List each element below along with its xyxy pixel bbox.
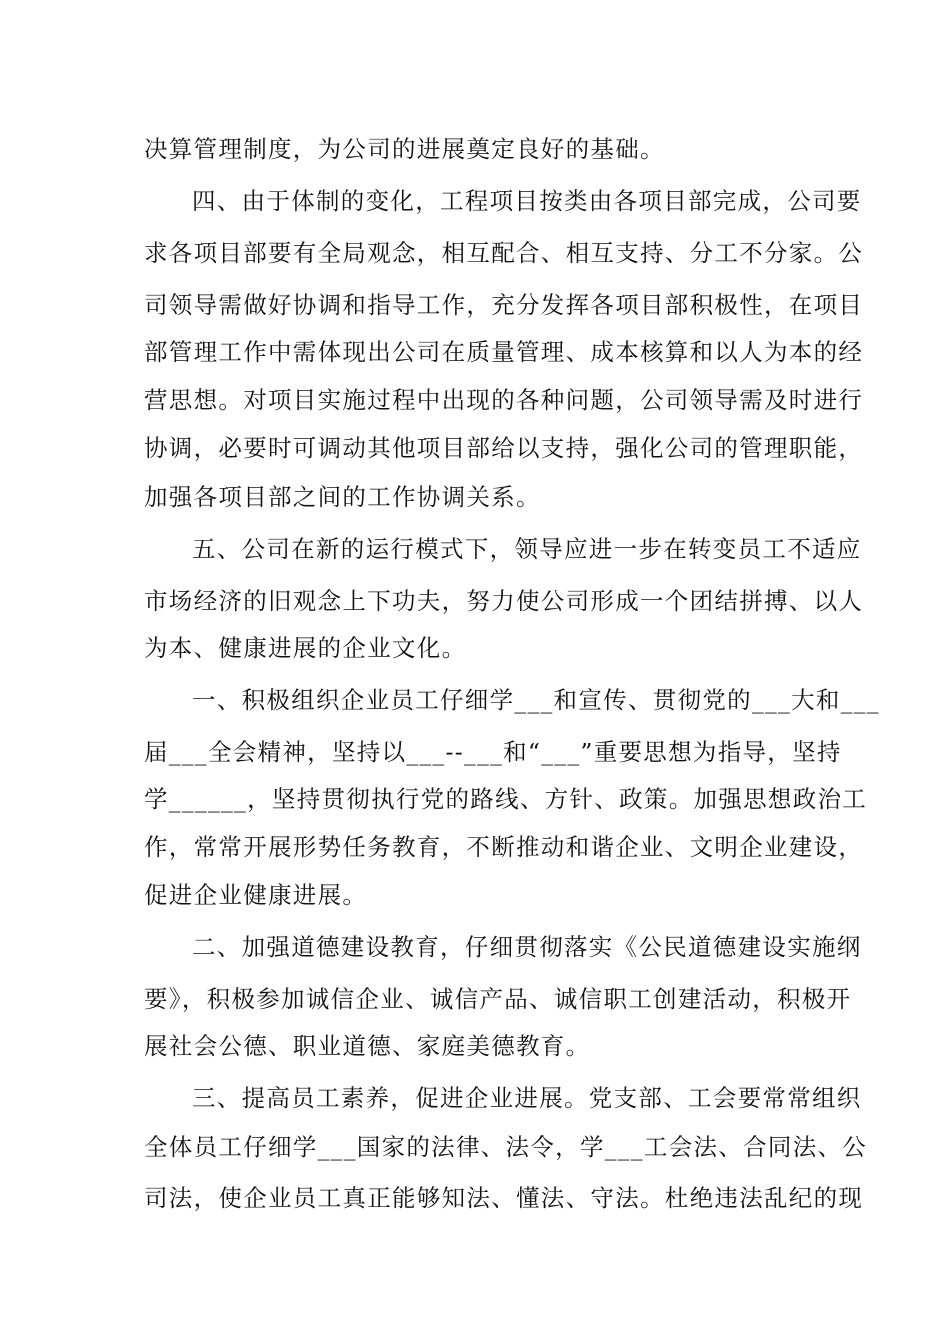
text-line: 协调，必要时可调动其他项目部给以支持，强化公司的管理职能， [144,434,864,462]
text-line: 要》，积极参加诚信企业、诚信产品、诚信职工创建活动，积极开 [144,985,852,1013]
text-line: 全体员工仔细学___国家的法律、法令，学___工会法、合同法、公 [144,1133,868,1161]
paragraph-start-line: 一、积极组织企业员工仔细学___和宣传、贯彻党的___大和___ [192,686,880,714]
text-line: 作，常常开展形势任务教育，不断推动和谐企业、文明企业建设， [144,833,864,861]
paragraph-start-line: 五、公司在新的运行模式下，领导应进一步在转变员工不适应 [192,535,862,563]
text-line: 学______，坚持贯彻执行党的路线、方针、政策。加强思想政治工 [144,785,868,813]
text-line: 司法，使企业员工真正能够知法、懂法、守法。杜绝违法乱纪的现 [144,1184,864,1212]
paragraph-start-line: 三、提高员工素养，促进企业进展。党支部、工会要常常组织 [192,1084,862,1112]
text-line: 促进企业健康进展。 [144,881,368,909]
text-line: 司领导需做好协调和指导工作，充分发挥各项目部积极性，在项目 [144,291,864,319]
paragraph-start-line: 四、由于体制的变化，工程项目按类由各项目部完成，公司要 [192,187,862,215]
text-line: 营思想。对项目实施过程中出现的各种问题，公司领导需及时进行 [144,386,864,414]
text-line: 展社会公德、职业道德、家庭美德教育。 [144,1032,591,1060]
text-line: 为本、健康进展的企业文化。 [144,634,467,662]
text-line: 届___全会精神，坚持以___--___和“___”重要思想为指导，坚持 [144,738,842,766]
text-line: 市场经济的旧观念上下功夫，努力使公司形成一个团结拼搏、以人 [144,587,864,615]
paragraph-start-line: 二、加强道德建设教育，仔细贯彻落实《公民道德建设实施纲 [192,933,862,961]
text-line: 加强各项目部之间的工作协调关系。 [144,483,541,511]
text-line: 决算管理制度，为公司的进展奠定良好的基础。 [144,135,665,163]
text-line: 部管理工作中需体现出公司在质量管理、成本核算和以人为本的经 [144,338,864,366]
text-line: 求各项目部要有全局观念，相互配合、相互支持、分工不分家。公 [144,239,864,267]
